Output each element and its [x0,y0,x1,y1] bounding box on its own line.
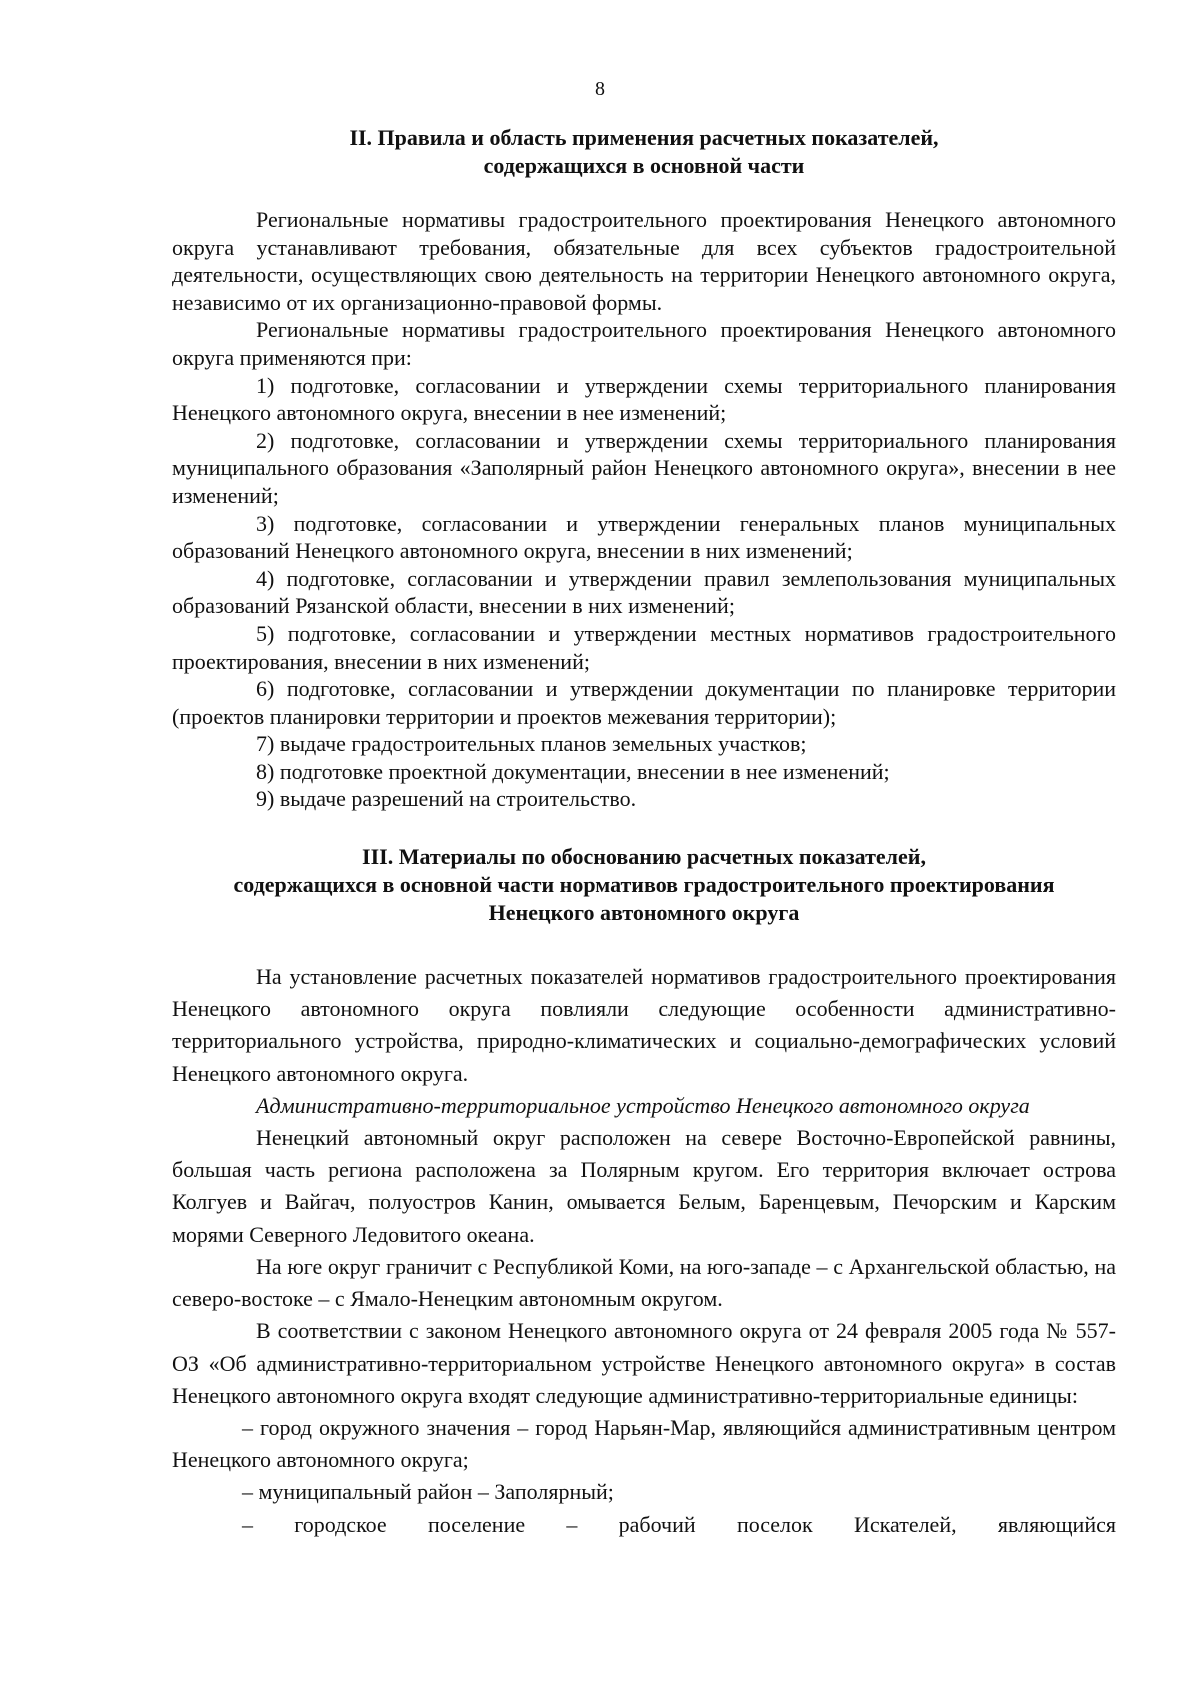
paragraph: Ненецкий автономный округ расположен на севере Восточно-Европейской равнины, большая часть региона расположена за Полярным кругом. Его территория включает острова Колгуев и Вайгач, полуостров Канин, омывается Белым, Баренцевым, Печорским и Карским морями Северного Ледовитого океана. [172,1125,1116,1247]
dash-list-item: – муниципальный район – Заполярный; [242,1479,614,1505]
section-3-heading [172,843,1116,927]
dash-list-item: – город окружного значения – город Нарьян-Мар, являющийся административным центром Ненецкого автономного округа; [172,1414,1116,1473]
list-item: 7) выдаче градостроительных планов земельных участков; [256,731,807,757]
section-2-heading [172,124,1116,180]
list-item: 4) подготовке, согласовании и утверждении правил землепользования муниципальных образований Рязанской области, внесении в них изменений; [172,565,1116,619]
paragraph: В соответствии с законом Ненецкого автономного округа от 24 февраля 2005 года № 557-ОЗ «Об административно-территориальном устройстве Ненецкого автономного округа» в состав Ненецкого автономного округа входят следующие административно-территориальные единицы: [172,1318,1116,1408]
list-item: 1) подготовке, согласовании и утверждении схемы территориального планирования Ненецкого автономного округа, внесении в нее изменений; [172,372,1116,426]
paragraph: Региональные нормативы градостроительного проектирования Ненецкого автономного округа применяются при: [172,317,1116,370]
list-item: 6) подготовке, согласовании и утверждении документации по планировке территории (проектов планировки территории и проектов межевания территории); [172,676,1116,729]
page-content [172,124,1116,1541]
paragraph: Региональные нормативы градостроительного проектирования Ненецкого автономного округа устанавливают требования, обязательные для всех субъектов градостроительной деятельности, осуществляющих свою деятельность на территории Ненецкого автономного округа, независимо от их организационно-правовой формы. [172,207,1116,315]
italic-subheading: Административно-территориальное устройство Ненецкого автономного округа [256,1092,1030,1118]
page-number: 8 [595,78,605,100]
section-3-heading-line: Ненецкого автономного округа [488,900,800,926]
list-item: 9) выдаче разрешений на строительство. [256,786,637,812]
section-3-heading-line: III. Материалы по обоснованию расчетных показателей, [362,844,926,870]
paragraph: На юге округ граничит с Республикой Коми, на юго-западе – с Архангельской областью, на северо-востоке – с Ямало-Ненецким автономным округом. [172,1253,1116,1312]
list-item: 2) подготовке, согласовании и утверждении схемы территориального планирования муниципального образования «Заполярный район Ненецкого автономного округа», внесении в нее изменений; [172,427,1116,508]
section-3-body [172,961,1116,1541]
section-2-heading-line: содержащихся в основной части [483,153,805,178]
list-item: 8) подготовке проектной документации, внесении в нее изменений; [256,758,890,784]
intro-paragraph: На установление расчетных показателей нормативов градостроительного проектирования Ненецкого автономного округа повлияли следующие особенности административно-территориального устройства, природно-климатических и социально-демографических условий Ненецкого автономного округа. [172,964,1116,1086]
section-3-heading-line: содержащихся в основной части нормативов градостроительного проектирования [233,872,1055,898]
list-item: 3) подготовке, согласовании и утверждении генеральных планов муниципальных образований Ненецкого автономного округа, внесении в них изменений; [172,510,1116,564]
section-2-heading-line: II. Правила и область применения расчетных показателей, [349,125,939,150]
list-item: 5) подготовке, согласовании и утверждении местных нормативов градостроительного проектирования, внесении в них изменений; [172,620,1116,674]
dash-list-item: – городское поселение – рабочий поселок Искателей, являющийся [242,1511,1116,1537]
